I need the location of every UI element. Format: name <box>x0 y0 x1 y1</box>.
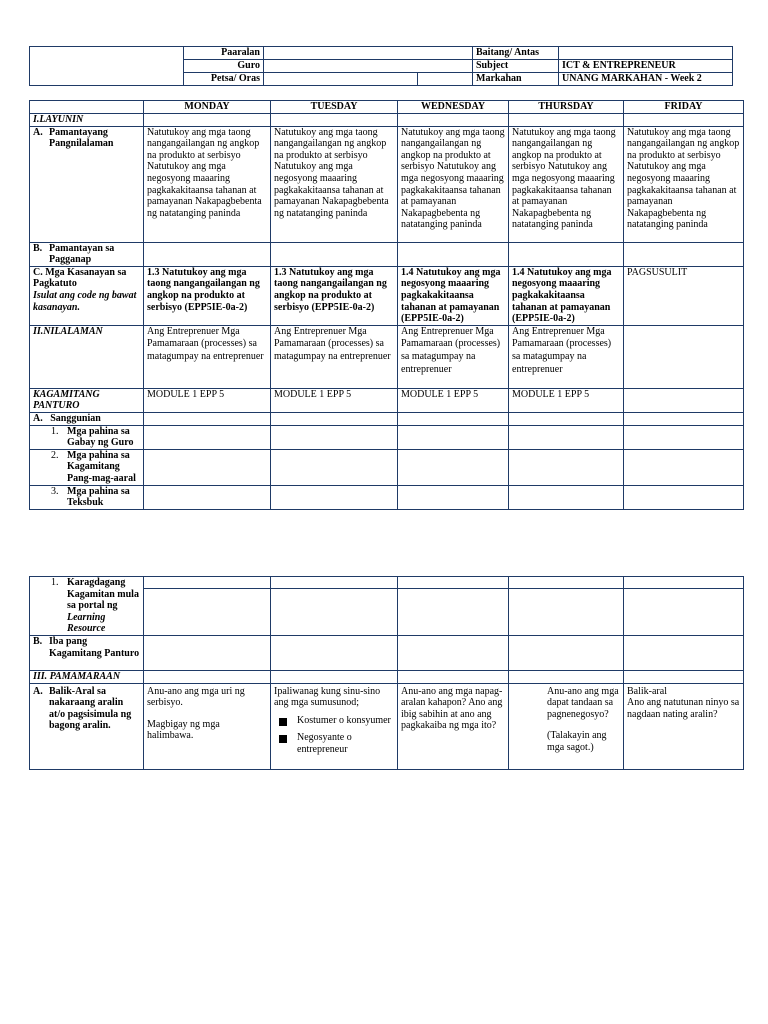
item-label: Mga pahina sa Gabay ng Guro <box>67 425 134 449</box>
item-number: B. <box>33 635 43 647</box>
lesson-plan-table-continued <box>29 576 744 770</box>
petsa-field[interactable] <box>264 73 418 86</box>
item-number: 1. <box>51 577 59 588</box>
day-header: FRIDAY <box>624 101 744 114</box>
item-number: 2. <box>51 449 59 461</box>
balik-aral-cell-tuesday <box>271 683 398 769</box>
day-header: TUESDAY <box>271 101 398 114</box>
balik-aral-cell-thursday <box>509 683 624 769</box>
kagamitan-cell: MODULE 1 EPP 5 <box>509 388 624 412</box>
kasanayan-cell: 1.3 Natutukoy ang mga taong nangangailangan ng angkop na produkto at serbisyo (EPP5IE-0a-2) <box>144 266 271 325</box>
item-label: Mga pahina sa Kagamitang Pang-mag-aaral <box>67 449 136 484</box>
kagamitan-cell: MODULE 1 EPP 5 <box>271 388 398 412</box>
markahan-label: Markahan <box>473 73 559 86</box>
day-header: MONDAY <box>144 101 271 114</box>
logo-cell <box>30 47 184 86</box>
item-label: Balik-Aral sa nakaraang aralin at/o pagsisimula ng bagong aralin. <box>49 685 132 732</box>
sanggunian-label: A. Sanggunian <box>30 412 144 425</box>
subject-value: ICT & ENTREPRENEUR <box>559 60 733 73</box>
layunin-cell: Natutukoy ang mga taong nangangailangan ng angkop na produkto at serbisyo Natutukoy ang mga negosyong maaaring pagkakakitaansa tahanan at pamayanan Nakapagbebenta ng natatanging paninda <box>509 126 624 242</box>
pamantayang-pangnilalaman-label <box>30 126 144 242</box>
balik-aral-cell-monday <box>144 683 271 769</box>
question-text: Balik-aral <box>627 685 667 697</box>
question-text: Magbigay ng mga halimbawa. <box>147 718 220 742</box>
layunin-heading: I.LAYUNIN <box>30 114 144 127</box>
item-number: 1. <box>51 425 59 437</box>
iba-pang-kagamitan-label <box>30 635 144 670</box>
balik-aral-label <box>30 683 144 769</box>
karagdagang-kagamitan-label <box>30 577 144 636</box>
question-text: (Talakayin ang mga sagot.) <box>547 730 607 753</box>
baitang-label: Baitang/ Antas <box>473 47 559 60</box>
guro-field[interactable] <box>264 60 473 73</box>
layunin-cell: Natutukoy ang mga taong nangangailangan ng angkop na produkto at serbisyo Natutukoy ang mga negosyong maaaring pagkakakitaansa tahanan at pamayanan Nakapagbebenta ng natatanging paninda <box>271 126 398 242</box>
nilalaman-cell: Ang Entreprenuer Mga Pamamaraan (processes) sa matagumpay na entreprenuer <box>271 325 398 388</box>
square-bullet-icon <box>279 718 287 726</box>
question-text: Ipaliwanag kung sinu-sino ang mga sumusunod; <box>274 685 381 709</box>
item-label-italic: Learning Resource <box>67 611 106 635</box>
question-text: Anu-ano ang mga dapat tandaan sa pagnenegosyo? <box>547 685 619 720</box>
item-label: Pamantayan sa Pagganap <box>49 242 115 266</box>
nilalaman-cell: Ang Entreprenuer Mga Pamamaraan (processes) sa matagumpay na entreprenuer <box>398 325 509 388</box>
kasanayan-cell: PAGSUSULIT <box>624 266 744 325</box>
question-text: Anu-ano ang mga napag-aralan kahapon? Ano ang ibig sabihin at ano ang pagkakaiba ng mga ito? <box>401 685 503 732</box>
paaralan-field[interactable] <box>264 47 473 60</box>
teksbuk-label <box>30 485 144 509</box>
kasanayan-cell: 1.4 Natutukoy ang mga negosyong maaaring pagkakakitaansa tahanan at pamayanan (EPP5IE-0a-2) <box>398 266 509 325</box>
lesson-plan-table <box>29 100 744 510</box>
kasanayan-cell: 1.3 Natutukoy ang mga taong nangangailangan ng angkop na produkto at serbisyo (EPP5IE-0a-2) <box>271 266 398 325</box>
kagamitan-cell: MODULE 1 EPP 5 <box>144 388 271 412</box>
day-header: THURSDAY <box>509 101 624 114</box>
kasanayan-label: C. Mga Kasanayan sa Pagkatuto <box>33 266 127 290</box>
item-label: Mga pahina sa Teksbuk <box>67 485 130 509</box>
bullet-text: Negosyante o entrepreneur <box>297 732 352 755</box>
item-label: Pamantayang Pangnilalaman <box>49 126 114 150</box>
kasanayan-cell: 1.4 Natutukoy ang mga negosyong maaaring pagkakakitaansa tahanan at pamayanan (EPP5IE-0a-2) <box>509 266 624 325</box>
bullet-item <box>274 732 394 755</box>
subject-label: Subject <box>473 60 559 73</box>
nilalaman-cell: Ang Entreprenuer Mga Pamamaraan (processes) sa matagumpay na entreprenuer <box>509 325 624 388</box>
item-number: A. <box>33 685 43 697</box>
nilalaman-cell: Ang Entreprenuer Mga Pamamaraan (processes) sa matagumpay na entreprenuer <box>144 325 271 388</box>
bullet-text: Kostumer o konsyumer <box>297 714 391 726</box>
day-header: WEDNESDAY <box>398 101 509 114</box>
square-bullet-icon <box>279 735 287 743</box>
pamamaraan-heading: III. PAMAMARAAN <box>30 670 144 683</box>
baitang-field[interactable] <box>559 47 733 60</box>
pamantayan-sa-pagganap-label <box>30 242 144 266</box>
layunin-cell: Natutukoy ang mga taong nangangailangan ng angkop na produkto at serbisyo Natutukoy ang mga negosyong maaaring pagkakakitaansa tahanan at pamayanan Nakapagbebenta ng natatanging paninda <box>624 126 744 242</box>
markahan-value: UNANG MARKAHAN - Week 2 <box>559 73 733 86</box>
item-number: B. <box>33 242 43 254</box>
bullet-item <box>274 715 394 727</box>
guro-label: Guro <box>184 60 264 73</box>
item-number: 3. <box>51 485 59 497</box>
corner-cell <box>30 101 144 114</box>
kagamitang-pang-mag-aaral-label <box>30 449 144 485</box>
petsa-label: Petsa/ Oras <box>184 73 264 86</box>
kasanayan-label-cell <box>30 266 144 325</box>
gabay-guro-label <box>30 425 144 449</box>
item-label: Iba pang Kagamitang Panturo <box>49 635 140 659</box>
nilalaman-heading: II.NILALAMAN <box>30 325 144 388</box>
kasanayan-note: Isulat ang code ng bawat kasanayan. <box>33 289 137 313</box>
kagamitang-panturo-heading: KAGAMITANG PANTURO <box>30 388 144 412</box>
layunin-cell: Natutukoy ang mga taong nangangailangan ng angkop na produkto at serbisyo Natutukoy ang mga negosyong maaaring pagkakakitaansa tahanan at pamayanan Nakapagbebenta ng natatanging paninda <box>144 126 271 242</box>
balik-aral-cell-friday <box>624 683 744 769</box>
kagamitan-cell: MODULE 1 EPP 5 <box>398 388 509 412</box>
question-text: Anu-ano ang mga uri ng serbisyo. <box>147 685 245 709</box>
header-info-table <box>29 46 733 86</box>
item-number: A. <box>33 126 43 138</box>
paaralan-label: Paaralan <box>184 47 264 60</box>
question-text: Ano ang natutunan ninyo sa nagdaan nating aralin? <box>627 697 740 720</box>
item-label: Karagdagang Kagamitan mula sa portal ng <box>67 577 139 612</box>
layunin-cell: Natutukoy ang mga taong nangangailangan ng angkop na produkto at serbisyo Natutukoy ang mga negosyong maaaring pagkakakitaansa tahanan at pamayanan Nakapagbebenta ng natatanging paninda <box>398 126 509 242</box>
balik-aral-cell-wednesday <box>398 683 509 769</box>
oras-field[interactable] <box>418 73 473 86</box>
